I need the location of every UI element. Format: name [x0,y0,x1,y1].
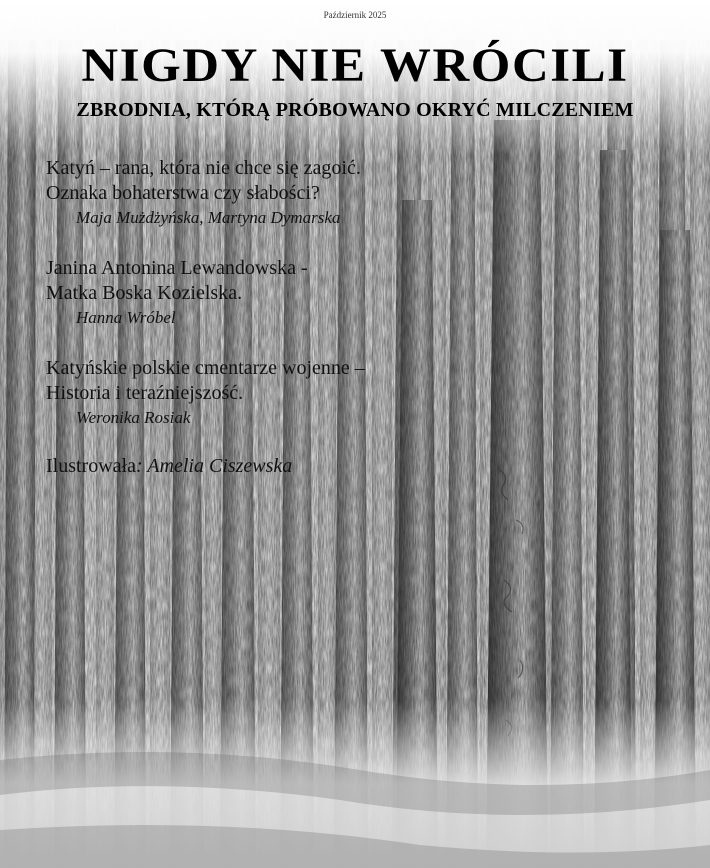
article-entry [46,256,506,330]
article-authors: Maja Mużdżyńska, Martyna Dymarska [76,208,341,227]
cover-title: NIGDY NIE WRÓCILI [81,39,629,92]
cover-subtitle: ZBRODNIA, KTÓRĄ PRÓBOWANO OKRYĆ MILCZENIEM [76,99,634,121]
illustration-credit [46,454,506,479]
issue-date: Październik 2025 [323,10,387,20]
article-entry [46,156,506,230]
article-title-line: Janina Antonina Lewandowska - [46,257,308,279]
table-of-contents [46,156,506,479]
article-authors: Hanna Wróbel [76,308,176,327]
article-title-line: Matka Boska Kozielska. [46,282,243,304]
illustration-credit-label: Ilustrowała [46,455,136,477]
article-title-line: Katyń – rana, która nie chce się zagoić. [46,157,361,179]
article-title-line: Oznaka bohaterstwa czy słabości? [46,182,320,204]
article-title-line: Historia i teraźniejszość. [46,382,244,404]
illustration-credit-separator: : [135,455,148,477]
article-authors: Weronika Rosiak [76,408,191,427]
illustrator-name: Amelia Ciszewska [147,455,293,477]
article-entry [46,356,506,430]
article-title-line: Katyńskie polskie cmentarze wojenne – [46,357,365,379]
